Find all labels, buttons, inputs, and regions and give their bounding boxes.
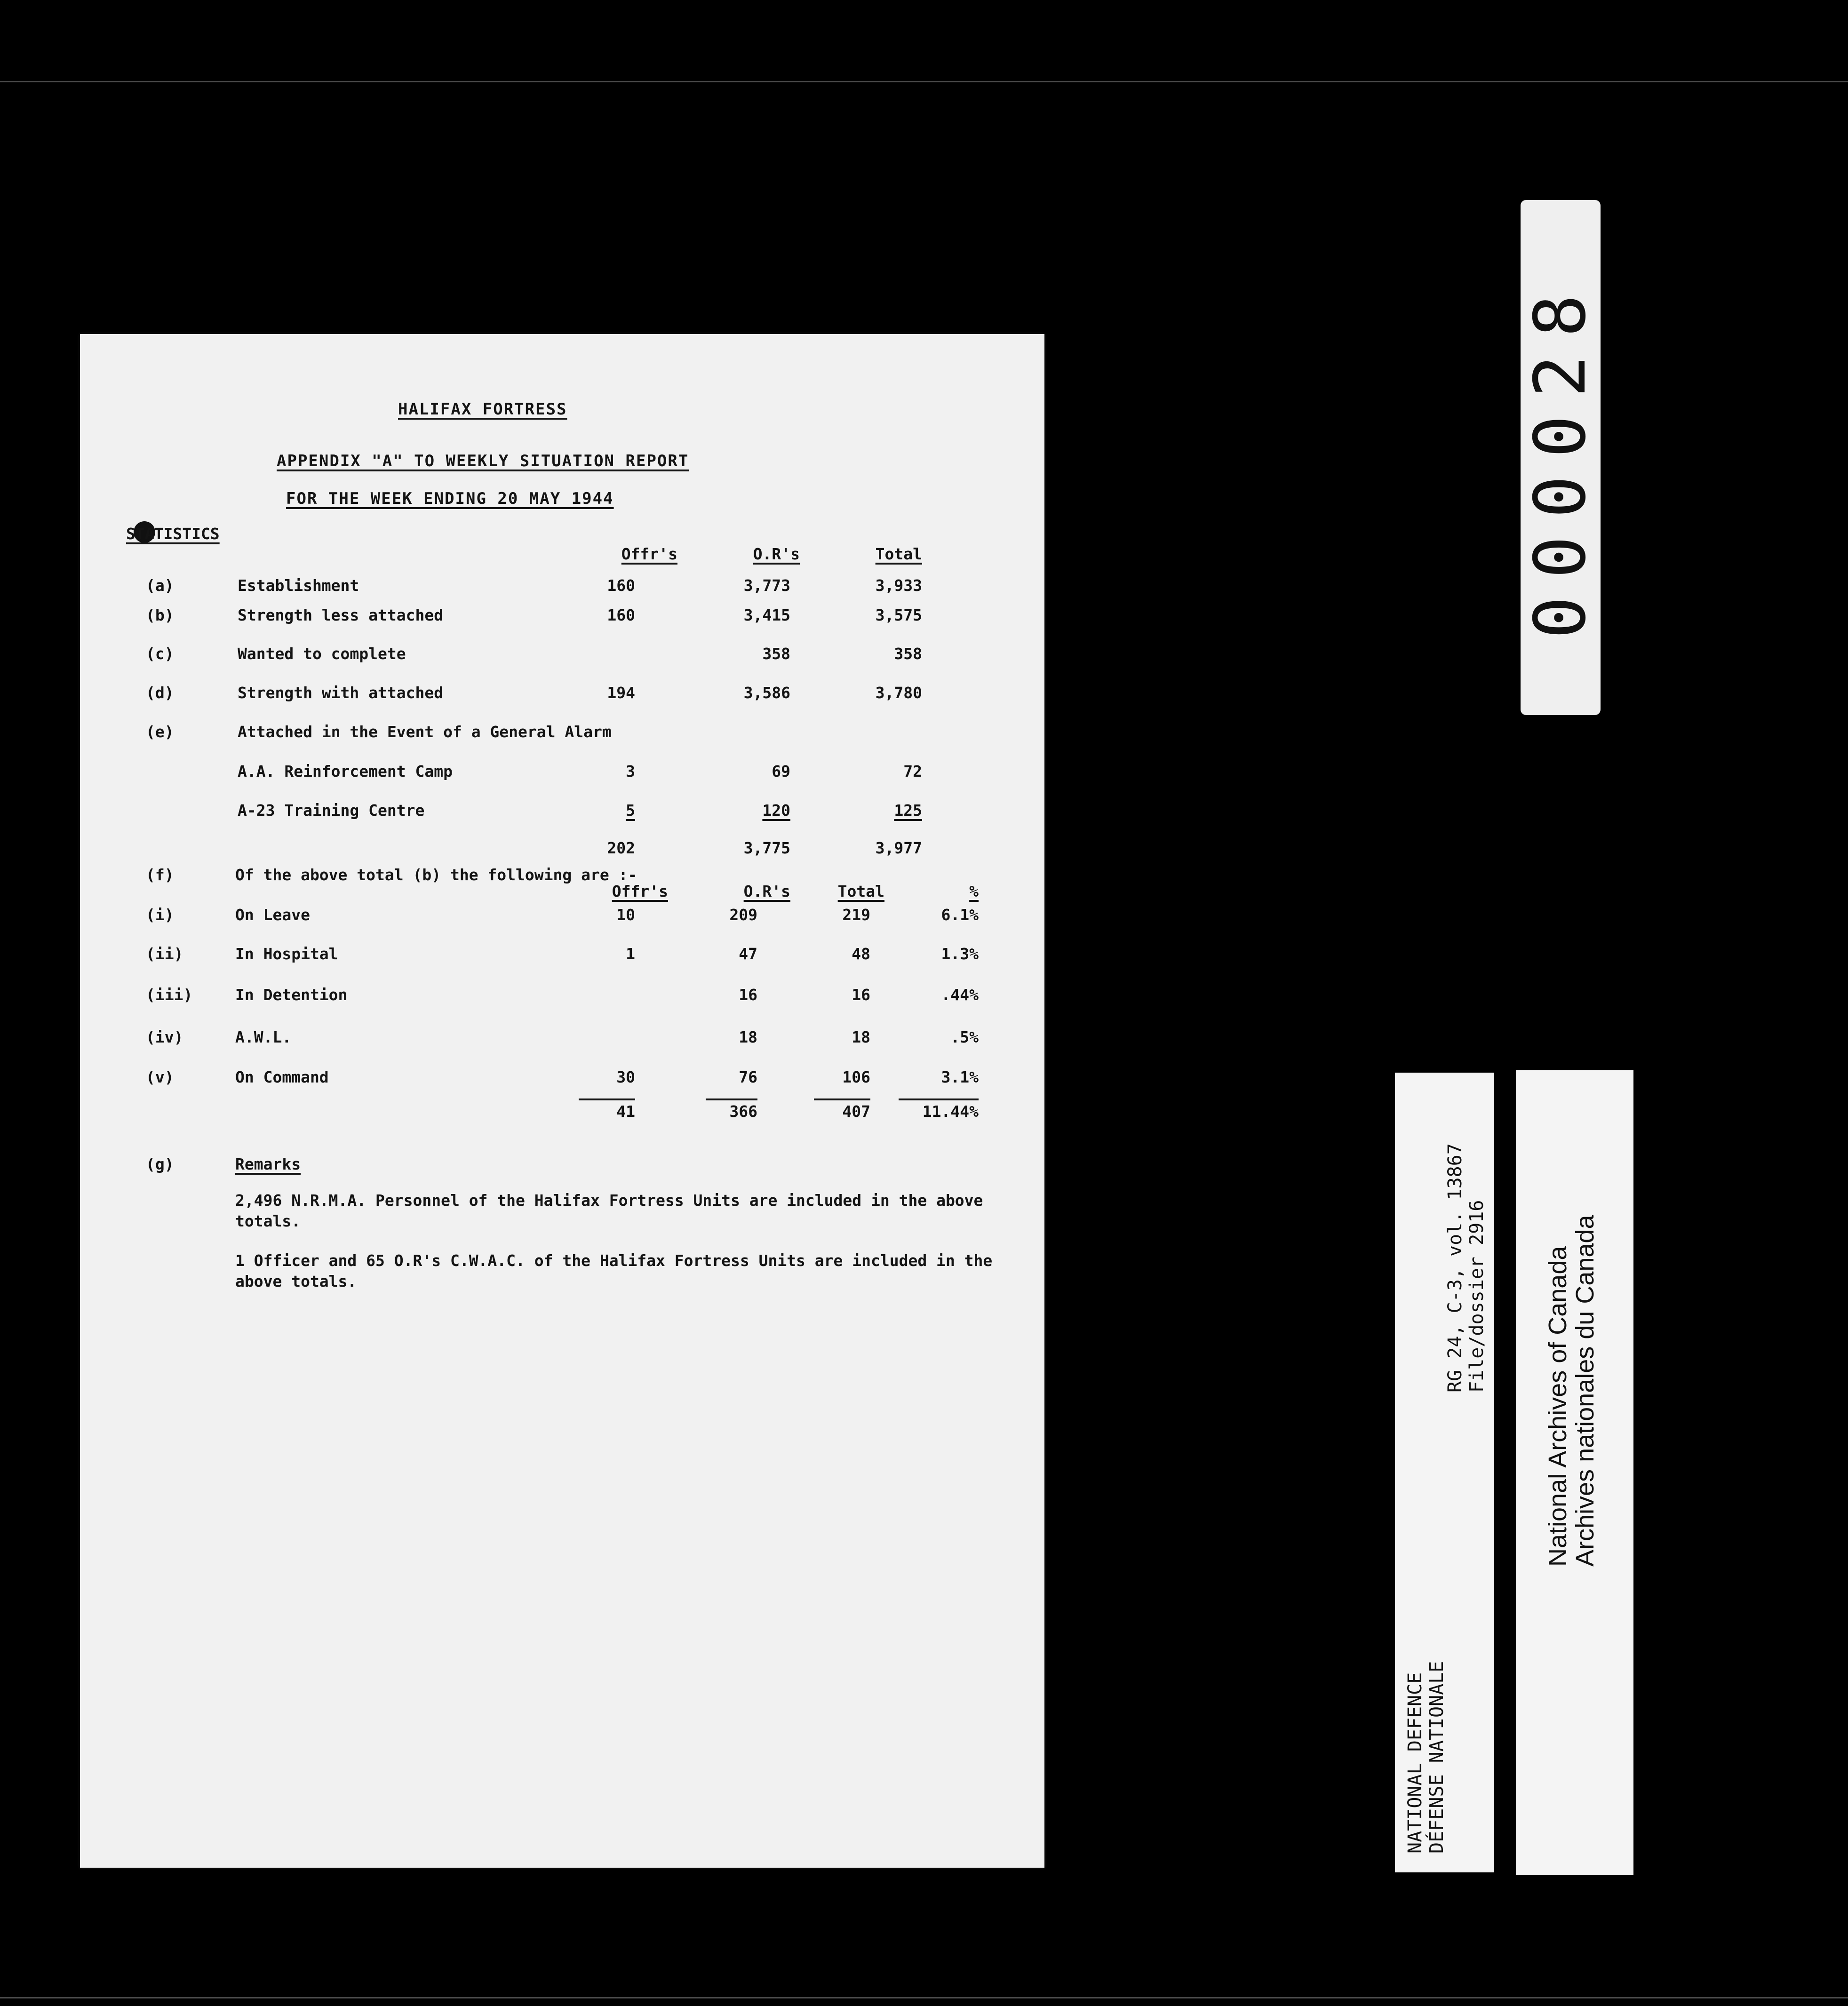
row-total: 48 xyxy=(852,945,870,963)
row-label: On Leave xyxy=(235,906,310,924)
row-label: Establishment xyxy=(238,576,359,595)
defence-line-2: DÉFENSE NATIONALE xyxy=(1426,1661,1448,1854)
row-total: 106 xyxy=(842,1068,870,1086)
row-id: (b) xyxy=(146,606,174,624)
remarks-paragraph-2: 1 Officer and 65 O.R's C.W.A.C. of the Halifax Fortress Units are included in the above totals. xyxy=(235,1251,993,1290)
row-pct: 11.44% xyxy=(899,1099,979,1121)
national-archives-label xyxy=(1516,1070,1633,1875)
row-offrs: 202 xyxy=(607,839,635,857)
row-pct: .44% xyxy=(941,986,979,1004)
row-label: A.A. Reinforcement Camp xyxy=(238,762,453,780)
defence-ref-line-2: File/dossier 2916 xyxy=(1466,1200,1488,1393)
row-total: 3,780 xyxy=(875,684,922,702)
row-ors: 120 xyxy=(762,801,790,820)
row-id: (ii) xyxy=(146,945,183,963)
row-offrs: 160 xyxy=(607,576,635,595)
row-ors: 18 xyxy=(739,1028,757,1046)
national-defence-label xyxy=(1395,1073,1494,1872)
scan-line-top xyxy=(0,81,1848,82)
row-total: 219 xyxy=(842,906,870,924)
row-id: (i) xyxy=(146,906,174,924)
row-ors: 47 xyxy=(739,945,757,963)
row-ors: 209 xyxy=(729,906,757,924)
row-id: (e) xyxy=(146,723,174,741)
row-id: (v) xyxy=(146,1068,174,1086)
defence-name-lines xyxy=(1404,1661,1448,1854)
section-heading: STATISTICS xyxy=(126,525,220,543)
doc-title: HALIFAX FORTRESS xyxy=(398,400,567,419)
row-label: Strength with attached xyxy=(238,684,444,702)
f-header-total: Total xyxy=(837,882,884,900)
row-ors: 3,415 xyxy=(743,606,790,624)
row-offrs: 160 xyxy=(607,606,635,624)
row-total: 358 xyxy=(894,645,922,663)
row-label: Attached in the Event of a General Alarm xyxy=(238,723,612,741)
row-offrs: 30 xyxy=(616,1068,635,1086)
row-pct: .5% xyxy=(950,1028,979,1046)
row-ors: 366 xyxy=(706,1099,757,1121)
row-total: 3,933 xyxy=(875,576,922,595)
archives-line-2: Archives nationales du Canada xyxy=(1571,1215,1599,1567)
row-label: A-23 Training Centre xyxy=(238,801,425,820)
row-id: (c) xyxy=(146,645,174,663)
doc-week-line: FOR THE WEEK ENDING 20 MAY 1944 xyxy=(286,489,614,508)
archives-text xyxy=(1544,1215,1599,1567)
defence-reference xyxy=(1444,1143,1488,1393)
f-id: (f) xyxy=(146,866,174,884)
row-total: 72 xyxy=(903,762,922,780)
row-offrs: 194 xyxy=(607,684,635,702)
row-ors: 3,586 xyxy=(743,684,790,702)
header-total: Total xyxy=(875,545,922,563)
row-total: 3,977 xyxy=(875,839,922,857)
f-header-offrs: Offr's xyxy=(612,882,668,900)
row-total: 125 xyxy=(894,801,922,820)
row-offrs: 3 xyxy=(626,762,635,780)
frame-number-label xyxy=(1521,200,1601,715)
defence-line-1: NATIONAL DEFENCE xyxy=(1404,1672,1426,1854)
remarks-heading: Remarks xyxy=(235,1155,301,1173)
document-page xyxy=(80,334,1044,1868)
row-label: Strength less attached xyxy=(238,606,444,624)
row-ors: 3,773 xyxy=(743,576,790,595)
row-id: (iii) xyxy=(146,986,193,1004)
header-offrs: Offr's xyxy=(621,545,677,563)
row-ors: 358 xyxy=(762,645,790,663)
row-pct: 6.1% xyxy=(941,906,979,924)
row-ors: 16 xyxy=(739,986,757,1004)
scan-line-bottom xyxy=(0,1997,1848,1998)
archives-line-1: National Archives of Canada xyxy=(1544,1246,1572,1567)
defence-ref-line-1: RG 24, C-3, vol. 13867 xyxy=(1444,1143,1466,1393)
row-ors: 69 xyxy=(772,762,790,780)
row-label: In Hospital xyxy=(235,945,338,963)
row-offrs: 1 xyxy=(626,945,635,963)
row-id: (a) xyxy=(146,576,174,595)
row-total: 18 xyxy=(852,1028,870,1046)
row-label: A.W.L. xyxy=(235,1028,292,1046)
row-label: In Detention xyxy=(235,986,348,1004)
row-pct: 3.1% xyxy=(941,1068,979,1086)
remarks-paragraph-1: 2,496 N.R.M.A. Personnel of the Halifax Fortress Units are included in the above totals. xyxy=(235,1191,983,1230)
row-offrs: 10 xyxy=(616,906,635,924)
f-header-ors: O.R's xyxy=(743,882,790,900)
row-offrs: 5 xyxy=(626,801,635,820)
row-total: 407 xyxy=(814,1099,870,1121)
row-total: 3,575 xyxy=(875,606,922,624)
row-label: Wanted to complete xyxy=(238,645,406,663)
doc-subtitle: APPENDIX "A" TO WEEKLY SITUATION REPORT xyxy=(277,452,689,470)
row-label: On Command xyxy=(235,1068,329,1086)
row-ors: 76 xyxy=(739,1068,757,1086)
frame-number: 000028 xyxy=(1520,276,1601,639)
row-id: (d) xyxy=(146,684,174,702)
f-header-pct: % xyxy=(969,882,979,900)
row-ors: 3,775 xyxy=(743,839,790,857)
row-id: (iv) xyxy=(146,1028,183,1046)
remarks-id: (g) xyxy=(146,1155,174,1173)
row-pct: 1.3% xyxy=(941,945,979,963)
f-intro: Of the above total (b) the following are :- xyxy=(235,866,637,884)
row-offrs: 41 xyxy=(579,1099,635,1121)
header-ors: O.R's xyxy=(753,545,800,563)
row-total: 16 xyxy=(852,986,870,1004)
